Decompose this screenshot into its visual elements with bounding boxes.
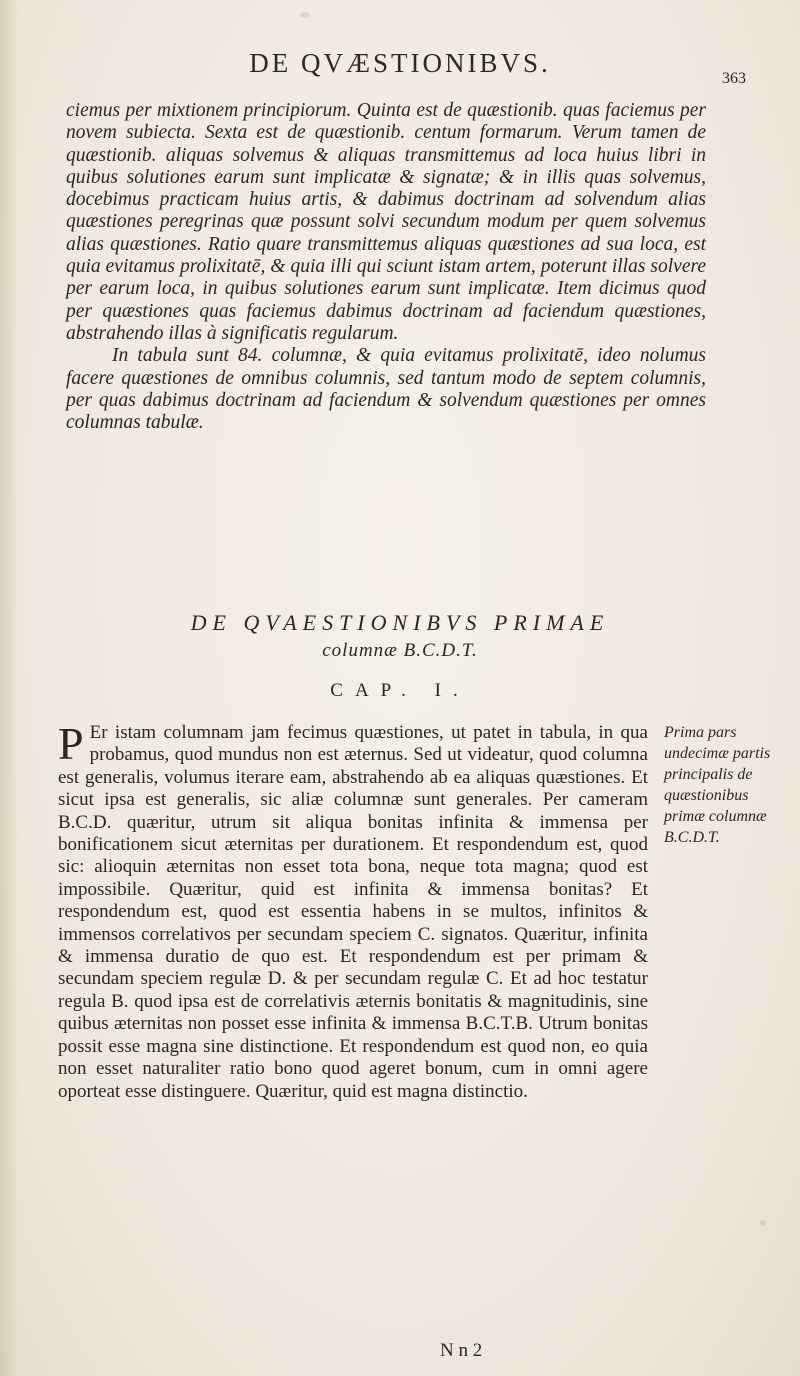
marginal-note: Prima pars undecimæ partis principalis de quæstionibus primæ columnæ B.C.D.T. — [664, 724, 771, 846]
section-subheading: columnæ B.C.D.T. — [322, 640, 478, 661]
page-number: 363 — [722, 70, 746, 87]
chapter-text — [58, 718, 648, 1103]
chapter-label: CAP. I. — [330, 680, 470, 701]
signature-mark: N n 2 — [440, 1340, 483, 1361]
intro-text — [66, 100, 706, 434]
paper-stain — [300, 12, 310, 18]
section-heading: DE QVAESTIONIBVS PRIMAE — [190, 610, 610, 635]
paper-stain — [760, 1220, 766, 1226]
intro-paragraph-2: In tabula sunt 84. columnæ, & quia evitamus prolixitatē, ideo nolumus facere quæstiones de omnibus columnis, sed tantum modo de septem columnis, per quas dabimus doctrinam ad faciendum & solvendum quæstiones per omnes columnas tabulæ. — [66, 345, 706, 434]
chapter-paragraph: Er istam columnam jam fecimus quæstiones, ut patet in tabula, in qua probamus, quod mundus non est æternus. Sed ut videatur, quod columna est generalis, volumus iterare eam, abstrahendo ab ea aliquas quæstiones. Et sicut ipsa est generalis, sic aliæ columnæ sunt generales. Per cameram B.C.D. quæritur, utrum sit aliqua bonitas infinita & immensa per bonificationem sicut æternitas per durationem. Et respondendum est, quod sic: alioquin æternitas non esset tota bona, neque tota magna; quod est impossibile. Quæritur, quid est infinita & immensa bonitas? Et respondendum est, quod est essentia habens in se multos, infinitos & immensos correlativos per secundam speciem C. signatos. Quæritur, infinita & immensa duratio de quo est. Et respondendum est per primam & secundam speciem regulæ D. & per secundam regulæ C. Et ad hoc testatur regula B. quod ipsa est de correlativis æternis bonitatis & magnitudinis, sine quibus æternitas non posset esse infinita & immensa B.C.T.B. Utrum bonitas possit esse magna sine distinctione. Et respondendum est quod non, eo quia non esset naturaliter ratio bono quod ageret bonum, cum in omni agere oporteat esse distinguere. Quæritur, quid est magna distinctio. — [58, 722, 648, 1102]
running-head: DE QVÆSTIONIBVS. — [249, 48, 551, 78]
binding-gutter — [0, 0, 18, 1376]
drop-cap: P — [58, 718, 84, 769]
intro-paragraph-1: ciemus per mixtionem principiorum. Quinta est de quæstionib. quas faciemus per novem subiecta. Sexta est de quæstionib. centum formarum. Verum tamen de quæstionib. aliquas solvemus & aliquas transmittemus ad loca huius libri in quibus solutiones earum sunt implicatæ & signatæ; & in illis quas solvemus, docebimus practicam huius artis, & dabimus doctrinam ad solvendum alias quæstiones peregrinas quæ possunt solvi secundum modum per quem solvemus alias quæstiones. Ratio quare transmittemus aliquas quæstiones ad sua loca, est quia evitamus prolixitatē, & quia illi qui sciunt istam artem, poterunt illas solvere per earum loca, in quibus solutiones earum sunt implicatæ. Item dicimus quod per quæstiones quas faciemus dabimus doctrinam ad faciendum quæstiones, abstrahendo illas à significatis regularum. — [66, 100, 706, 344]
